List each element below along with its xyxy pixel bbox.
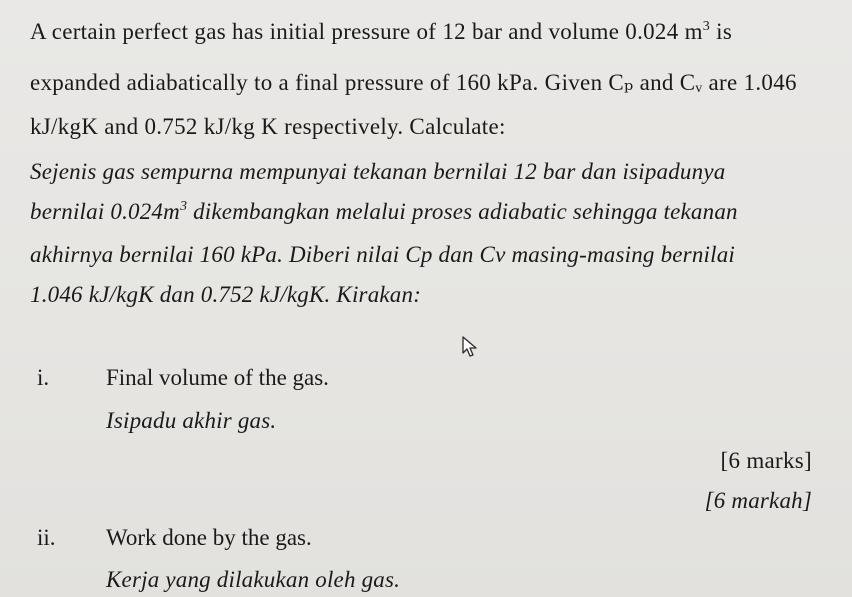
- part-ii-number: ii.: [37, 525, 56, 550]
- question-ms-line-1: Sejenis gas sempurna mempunyai tekanan bernilai 12 bar dan isipadunya: [30, 159, 726, 184]
- cubic-exponent-ms: 3: [179, 199, 188, 214]
- part-i-number: i.: [37, 365, 50, 390]
- question-en-line-2: expanded adiabatically to a final pressure of 160 kPa. Given Cₚ and Cᵥ are 1.046: [30, 70, 797, 95]
- question-ms-line-4: 1.046 kJ/kgK dan 0.752 kJ/kgK. Kirakan:: [30, 282, 422, 307]
- part-i-english: Final volume of the gas.: [106, 365, 329, 390]
- question-en-line-1-end: is: [710, 19, 733, 44]
- question-ms-line-2-end: dikembangkan melalui proses adiabatic sehingga tekanan: [187, 199, 738, 224]
- question-en-line-1-text: A certain perfect gas has initial pressure of 12 bar and volume 0.024 m: [30, 19, 703, 44]
- part-ii-malay: Kerja yang dilakukan oleh gas.: [106, 567, 401, 592]
- question-en-line-3: kJ/kgK and 0.752 kJ/kg K respectively. Calculate:: [30, 114, 506, 139]
- part-i-marks-ms: [6 markah]: [704, 488, 812, 513]
- part-i-malay: Isipadu akhir gas.: [106, 408, 277, 433]
- part-i-marks-en: [6 marks]: [720, 448, 812, 473]
- question-ms-line-2-text: bernilai 0.024m: [30, 199, 180, 224]
- cubic-exponent: 3: [702, 19, 711, 34]
- question-ms-line-2: [30, 200, 738, 223]
- question-ms-line-3: akhirnya bernilai 160 kPa. Diberi nilai Cp dan Cv masing-masing bernilai: [30, 242, 735, 267]
- part-ii-english: Work done by the gas.: [106, 525, 312, 550]
- question-en-line-1: [30, 20, 732, 43]
- mouse-pointer-icon: [462, 336, 478, 358]
